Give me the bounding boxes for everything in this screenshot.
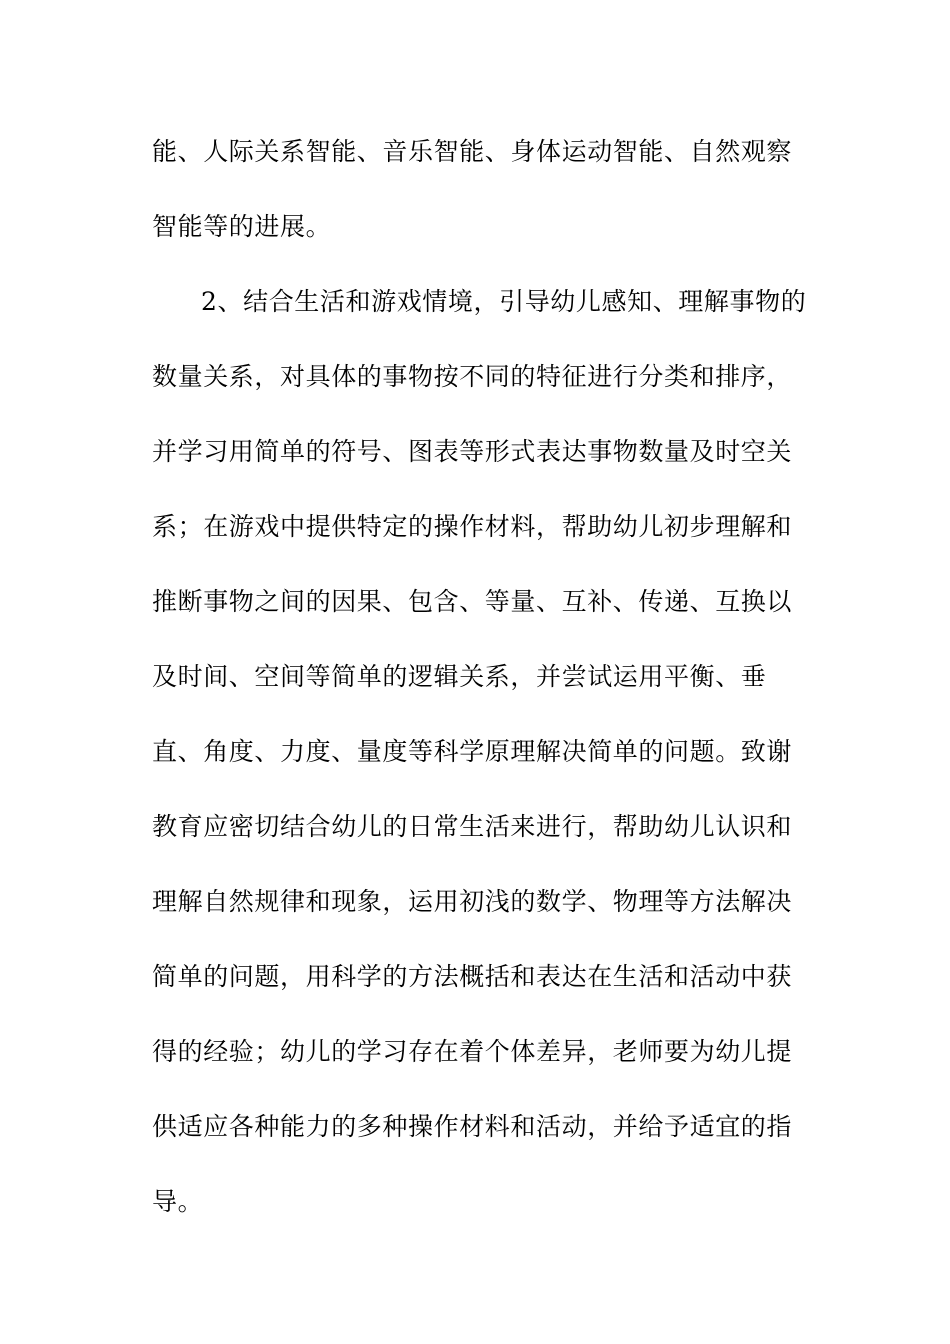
paragraph-line-4: 数量关系，对具体的事物按不同的特征进行分类和排序，: [152, 362, 793, 391]
paragraph-line-8: 及时间、空间等简单的逻辑关系，并尝试运用平衡、垂: [152, 662, 767, 691]
paragraph-line-6: 系；在游戏中提供特定的操作材料，帮助幼儿初步理解和: [152, 512, 793, 541]
paragraph-line-12: 简单的问题，用科学的方法概括和表达在生活和活动中获: [152, 962, 793, 991]
paragraph-line-7: 推断事物之间的因果、包含、等量、互补、传递、互换以: [152, 587, 793, 616]
paragraph-line-10: 教育应密切结合幼儿的日常生活来进行，帮助幼儿认识和: [152, 812, 793, 841]
paragraph-line-2: 智能等的进展。: [152, 212, 332, 241]
paragraph-line-13: 得的经验；幼儿的学习存在着个体差异，老师要为幼儿提: [152, 1037, 793, 1066]
paragraph-line-3: 2、结合生活和游戏情境，引导幼儿感知、理解事物的: [201, 287, 807, 316]
paragraph-line-9: 直、角度、力度、量度等科学原理解决简单的问题。致谢: [152, 737, 793, 766]
paragraph-line-11: 理解自然规律和现象，运用初浅的数学、物理等方法解决: [152, 887, 793, 916]
paragraph-line-15: 导。: [152, 1187, 204, 1216]
paragraph-line-1: 能、人际关系智能、音乐智能、身体运动智能、自然观察: [152, 137, 793, 166]
paragraph-line-5: 并学习用简单的符号、图表等形式表达事物数量及时空关: [152, 437, 793, 466]
paragraph-line-14: 供适应各种能力的多种操作材料和活动，并给予适宜的指: [152, 1112, 793, 1141]
